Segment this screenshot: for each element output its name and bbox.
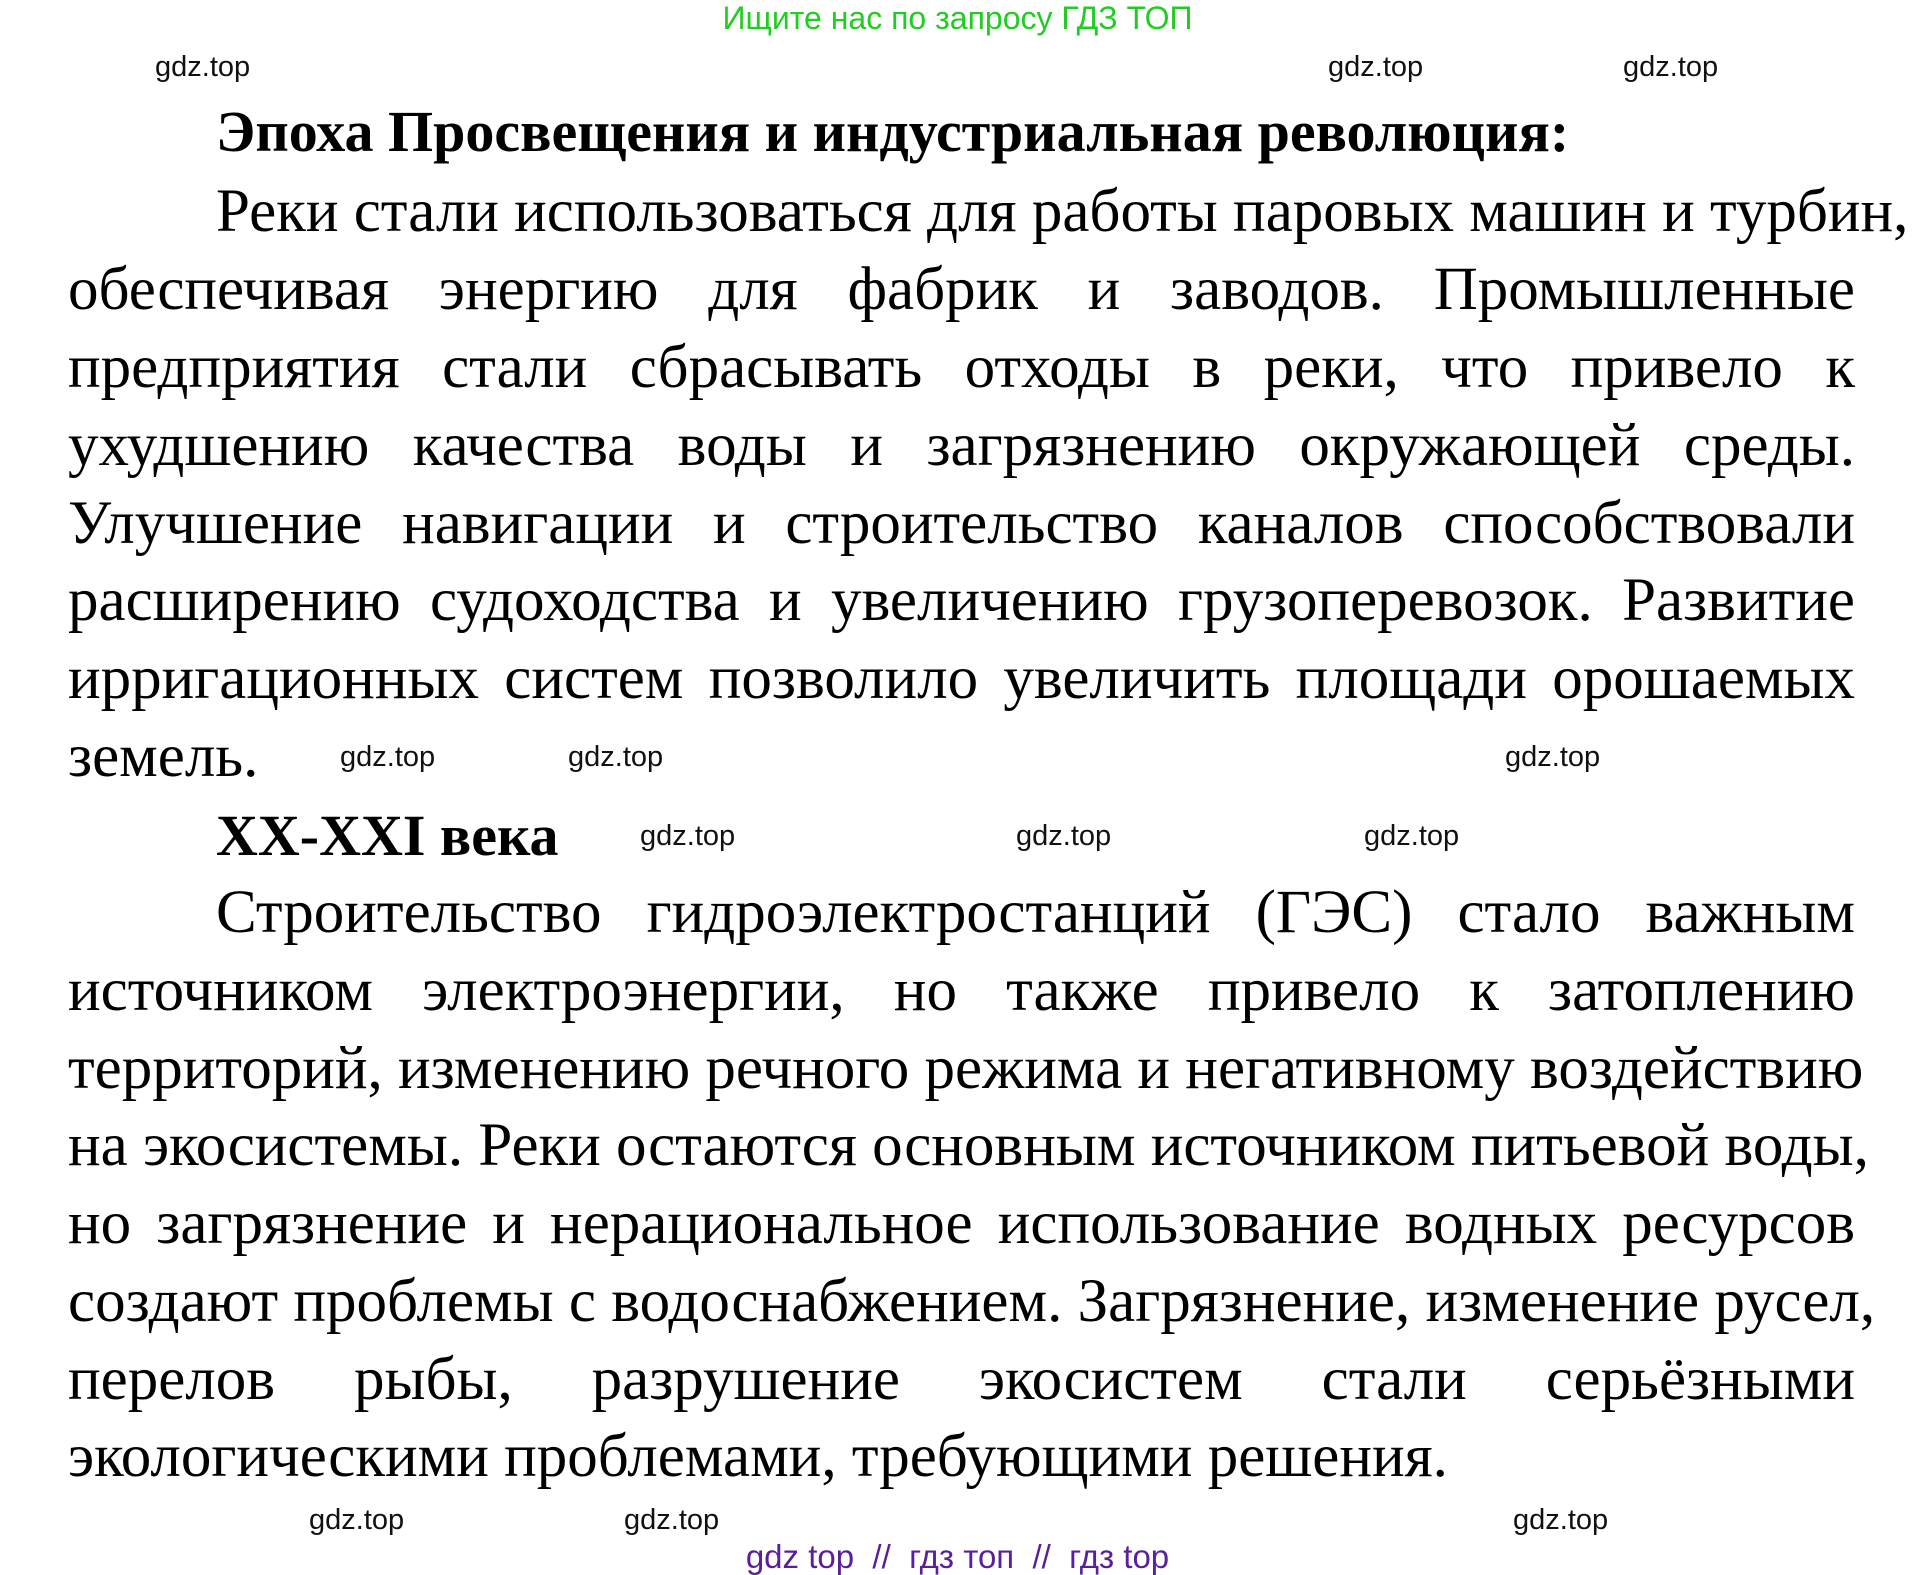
watermark: gdz.top (568, 741, 664, 773)
search-banner: Ищите нас по запросу ГДЗ ТОП (722, 0, 1193, 36)
footer-links: gdz top // гдз топ // гдз top (745, 1538, 1170, 1575)
paragraph-line: обеспечивая энергию для фабрик и заводов. Промышленные (68, 256, 1855, 323)
watermark: gdz.top (1623, 51, 1719, 83)
paragraph-line: расширению судоходства и увеличению грузоперевозок. Развитие (68, 567, 1855, 634)
watermark: gdz.top (1364, 820, 1460, 852)
watermark: gdz.top (640, 820, 736, 852)
paragraph-line: ухудшению качества воды и загрязнению окружающей среды. (68, 412, 1855, 479)
watermark: gdz.top (155, 51, 251, 83)
section-title-20-21-century: XX-XXI века (216, 803, 559, 868)
section-title-enlightenment: Эпоха Просвещения и индустриальная революция: (216, 99, 1570, 164)
paragraph-line: создают проблемы с водоснабжением. Загрязнение, изменение русел, (68, 1268, 1876, 1335)
paragraph-line: источником электроэнергии, но также привело к затоплению (68, 957, 1855, 1024)
watermark: gdz.top (309, 1504, 405, 1536)
paragraph-line: Строительство гидроэлектростанций (ГЭС) стало важным (216, 879, 1855, 946)
watermark: gdz.top (1505, 741, 1601, 773)
paragraph-line: Реки стали использоваться для работы паровых машин и турбин, (216, 178, 1909, 245)
paragraph-line: но загрязнение и нерациональное использование водных ресурсов (68, 1190, 1855, 1257)
paragraph-line: на экосистемы. Реки остаются основным источником питьевой воды, (68, 1112, 1869, 1179)
paragraph-line: ирригационных систем позволило увеличить площади орошаемых (68, 645, 1855, 712)
paragraph-line: перелов рыбы, разрушение экосистем стали серьёзными (68, 1346, 1855, 1413)
paragraph-line: территорий, изменению речного режима и негативному воздействию (68, 1035, 1864, 1102)
paragraph-line: предприятия стали сбрасывать отходы в реки, что привело к (68, 334, 1855, 401)
paragraph-line: экологическими проблемами, требующими решения. (68, 1423, 1448, 1490)
watermark: gdz.top (1328, 51, 1424, 83)
watermark: gdz.top (340, 741, 436, 773)
watermark: gdz.top (1016, 820, 1112, 852)
paragraph-line: земель. (68, 723, 259, 790)
watermark: gdz.top (624, 1504, 720, 1536)
paragraph-line: Улучшение навигации и строительство каналов способствовали (68, 490, 1855, 557)
watermark: gdz.top (1513, 1504, 1609, 1536)
